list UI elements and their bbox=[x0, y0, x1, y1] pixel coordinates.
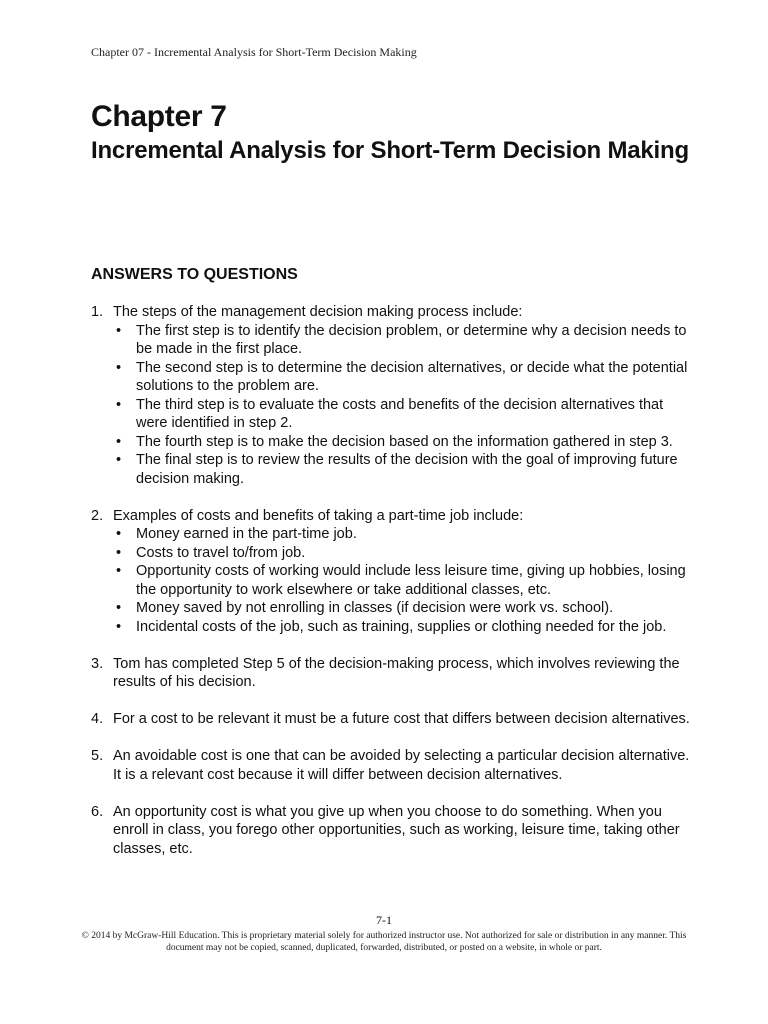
answer-item bbox=[91, 303, 691, 488]
answer-text: An avoidable cost is one that can be avoided by selecting a particular decision alternative. It is a relevant cost because it will differ between decision alternatives. bbox=[113, 748, 690, 783]
bullet-item bbox=[113, 525, 691, 544]
bullet-icon: • bbox=[116, 544, 122, 561]
bullet-text: The final step is to review the results of the decision with the goal of improving future decision making. bbox=[136, 452, 678, 487]
answer-number: 1. bbox=[91, 304, 104, 320]
bullet-icon: • bbox=[116, 359, 122, 376]
answer-item bbox=[91, 803, 691, 859]
answer-text: Tom has completed Step 5 of the decision-making process, which involves reviewing the results of his decision. bbox=[113, 655, 680, 690]
answer-number: 5. bbox=[91, 748, 104, 764]
section-heading: ANSWERS TO QUESTIONS bbox=[91, 266, 298, 283]
bullet-icon: • bbox=[116, 396, 122, 413]
bullet-text: The third step is to evaluate the costs and benefits of the decision alternatives that were identified in step 2. bbox=[136, 396, 664, 431]
bullet-icon: • bbox=[116, 452, 122, 468]
bullet-list bbox=[113, 322, 691, 489]
bullet-text: Money earned in the part-time job. bbox=[136, 526, 357, 542]
bullet-text: Incidental costs of the job, such as training, supplies or clothing needed for the job. bbox=[136, 618, 667, 635]
bullet-item bbox=[113, 359, 691, 396]
answer-text: Examples of costs and benefits of taking a part-time job include: bbox=[113, 507, 524, 524]
bullet-text: The first step is to identify the decision problem, or determine why a decision needs to be made in the first place. bbox=[136, 322, 687, 357]
bullet-icon: • bbox=[116, 600, 122, 616]
answer-number: 2. bbox=[91, 507, 104, 524]
answer-item bbox=[91, 655, 691, 692]
bullet-list bbox=[113, 525, 691, 636]
answer-item bbox=[91, 710, 691, 729]
answer-item bbox=[91, 507, 691, 637]
bullet-item bbox=[113, 562, 691, 599]
answer-number: 4. bbox=[91, 711, 104, 727]
bullet-text: Money saved by not enrolling in classes (if decision were work vs. school). bbox=[136, 600, 614, 616]
bullet-icon: • bbox=[116, 433, 122, 450]
page-number: 7-1 bbox=[376, 913, 392, 927]
bullet-item bbox=[113, 451, 691, 488]
answer-text: An opportunity cost is what you give up when you choose to do something. When you enroll in class, you forego other opportunities, such as working, leisure time, taking other classes, etc. bbox=[113, 803, 680, 857]
answer-item bbox=[91, 747, 691, 784]
bullet-item bbox=[113, 322, 691, 359]
answer-text: The steps of the management decision making process include: bbox=[113, 304, 523, 320]
bullet-item bbox=[113, 599, 691, 618]
bullet-icon: • bbox=[116, 322, 122, 339]
bullet-text: Costs to travel to/from job. bbox=[136, 544, 306, 561]
chapter-number: Chapter 7 bbox=[91, 100, 227, 133]
bullet-text: The fourth step is to make the decision based on the information gathered in step 3. bbox=[136, 433, 673, 450]
bullet-text: Opportunity costs of working would include less leisure time, giving up hobbies, losing the opportunity to work elsewhere or take additional classes, etc. bbox=[136, 563, 686, 598]
bullet-icon: • bbox=[116, 618, 122, 635]
bullet-icon: • bbox=[116, 563, 122, 579]
answers-list bbox=[91, 303, 691, 877]
answer-text: For a cost to be relevant it must be a future cost that differs between decision alternatives. bbox=[113, 711, 690, 727]
bullet-item bbox=[113, 618, 691, 637]
bullet-item bbox=[113, 396, 691, 433]
answer-number: 3. bbox=[91, 655, 104, 672]
bullet-item bbox=[113, 433, 691, 452]
answer-number: 6. bbox=[91, 803, 104, 820]
copyright-notice: © 2014 by McGraw-Hill Education. This is proprietary material solely for authorized instructor use. Not authorized for sale or distribution in any manner. This document may not be copied, scanned, duplicated, forwarded, distributed, or posted on a website, in whole or part. bbox=[81, 931, 687, 953]
chapter-title: Incremental Analysis for Short-Term Decision Making bbox=[91, 137, 689, 164]
bullet-text: The second step is to determine the decision alternatives, or decide what the potential solutions to the problem are. bbox=[136, 359, 688, 394]
bullet-item bbox=[113, 544, 691, 563]
bullet-icon: • bbox=[116, 526, 122, 542]
running-header: Chapter 07 - Incremental Analysis for Short-Term Decision Making bbox=[91, 45, 417, 59]
